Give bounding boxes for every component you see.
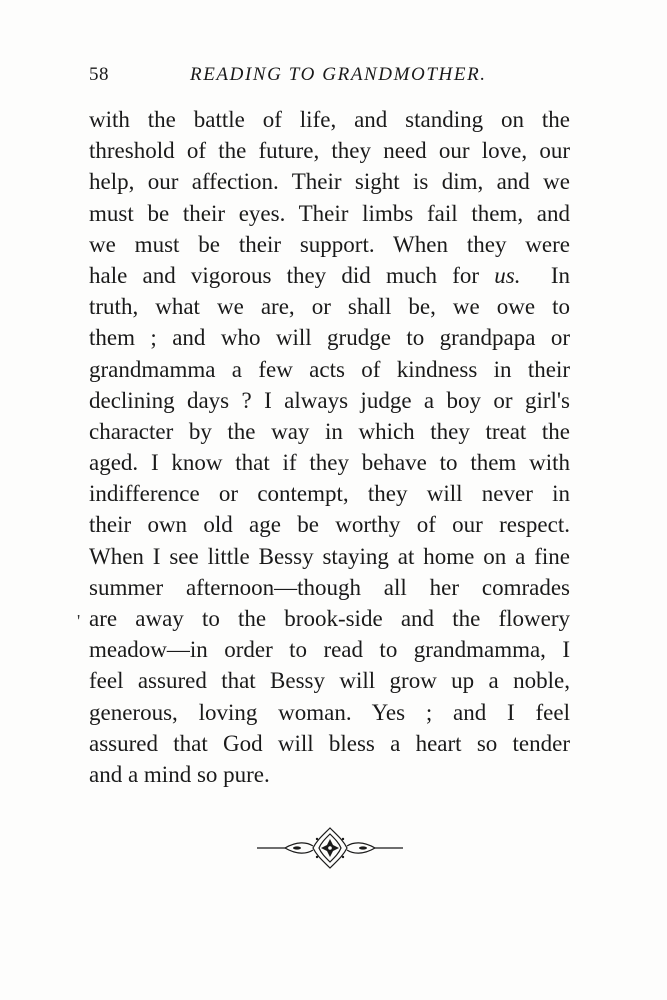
text-line: declining days ? I always judge a boy or girl's: [89, 387, 570, 413]
text-line: their own old age be worthy of our respect.: [89, 512, 570, 538]
text-line: feel assured that Bessy will grow up a noble,: [89, 668, 570, 694]
text-line: character by the way in which they treat the: [89, 418, 570, 444]
text-line: we must be their support. When they were: [89, 231, 570, 257]
text-line: threshold of the future, they need our love, our: [89, 138, 570, 164]
text-line: meadow—in order to read to grandmamma, I: [89, 637, 570, 663]
text-line: them ; and who will grudge to grandpapa or: [89, 325, 570, 351]
fleuron-ornament-icon: [255, 825, 405, 871]
stray-ink-mark: ': [77, 611, 81, 631]
text-line: generous, loving woman. Yes ; and I feel: [89, 699, 570, 725]
text-line: aged. I know that if they behave to them with: [89, 450, 570, 476]
text-line-with-italic: [89, 260, 570, 291]
running-head: [89, 64, 579, 92]
text-line: truth, what we are, or shall be, we owe to: [89, 294, 570, 320]
emphasized-word: us.: [494, 262, 521, 288]
text-line: are away to the brook-side and the flowery: [89, 606, 570, 631]
text-line-last: and a mind so pure.: [89, 761, 270, 787]
text-line: must be their eyes. Their limbs fail them, and: [89, 200, 570, 226]
text-line: indifference or contempt, they will never in: [89, 481, 570, 507]
text-line: grandmamma a few acts of kindness in their: [89, 356, 570, 382]
text-line: assured that God will bless a heart so tender: [89, 730, 570, 756]
text-line: summer afternoon—though all her comrades: [89, 574, 570, 600]
text-line: When I see little Bessy staying at home on a fine: [89, 543, 570, 569]
running-title: READING TO GRANDMOTHER.: [190, 64, 487, 85]
text-segment: hale and vigorous they did much for: [89, 262, 495, 288]
page-number: 58: [89, 64, 109, 85]
text-segment: In: [520, 262, 570, 288]
body-text: [89, 104, 570, 790]
text-line: help, our affection. Their sight is dim, and we: [89, 169, 570, 195]
text-line: with the battle of life, and standing on the: [89, 107, 570, 132]
